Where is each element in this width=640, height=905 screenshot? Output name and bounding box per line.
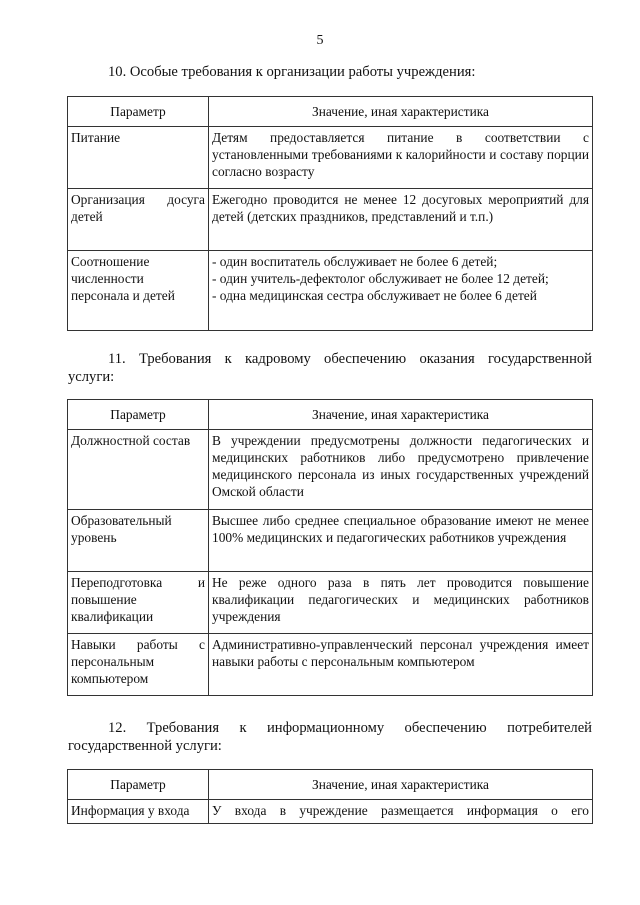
- section-11-table: [67, 399, 593, 696]
- value-line: - один учитель-дефектолог обслуживает не более 12 детей;: [212, 271, 549, 286]
- table-row: [68, 127, 593, 189]
- param-cell: Должностной состав: [68, 430, 209, 510]
- section-11-heading-line1: 11. Требования к кадровому обеспечению оказания государственной: [108, 351, 592, 367]
- section-11-heading: [68, 350, 592, 386]
- param-cell: Переподготовка и повышение квалификации: [68, 572, 209, 634]
- value-cell: Административно-управленческий персонал учреждения имеет навыки работы с персональным компьютером: [209, 634, 593, 696]
- param-cell: Организация досуга детей: [68, 189, 209, 251]
- section-10-table: [67, 96, 593, 331]
- table-row: [68, 800, 593, 824]
- section-11-heading-line2: услуги:: [68, 369, 115, 385]
- param-header: Параметр: [68, 770, 209, 800]
- value-cell: Не реже одного раза в пять лет проводится повышение квалификации педагогических и медицинских работников учреждения: [209, 572, 593, 634]
- value-cell: У входа в учреждение размещается информация о его: [209, 800, 593, 824]
- param-cell: Соотношение численности персонала и детей: [68, 251, 209, 331]
- param-cell: Информация у входа: [68, 800, 209, 824]
- section-10-heading: 10. Особые требования к организации работы учреждения:: [108, 64, 476, 80]
- table-row: [68, 572, 593, 634]
- param-header: Параметр: [68, 400, 209, 430]
- value-cell: В учреждении предусмотрены должности педагогических и медицинских работников либо предусмотрено привлечение медицинского персонала из иных государственных учреждений Омской области: [209, 430, 593, 510]
- section-12-heading: [68, 719, 592, 755]
- table-row: [68, 251, 593, 331]
- param-header: Параметр: [68, 97, 209, 127]
- table-row: [68, 634, 593, 696]
- section-12-heading-line1: 12. Требования к информационному обеспечению потребителей: [108, 720, 592, 736]
- value-header: Значение, иная характеристика: [209, 400, 593, 430]
- param-cell: Питание: [68, 127, 209, 189]
- value-line: - одна медицинская сестра обслуживает не более 6 детей: [212, 288, 537, 303]
- table-row: [68, 189, 593, 251]
- page-number: 5: [316, 33, 324, 48]
- value-cell: [209, 251, 593, 331]
- value-line: - один воспитатель обслуживает не более 6 детей;: [212, 254, 498, 269]
- table-header-row: [68, 97, 593, 127]
- section-12-heading-line2: государственной услуги:: [68, 738, 222, 754]
- param-cell: Навыки работы с персональным компьютером: [68, 634, 209, 696]
- value-header: Значение, иная характеристика: [209, 770, 593, 800]
- value-cell: Высшее либо среднее специальное образование имеют не менее 100% медицинских и педагогических работников учреждения: [209, 510, 593, 572]
- table-row: [68, 510, 593, 572]
- section-12-table: [67, 769, 593, 824]
- table-row: [68, 430, 593, 510]
- value-cell: Ежегодно проводится не менее 12 досуговых мероприятий для детей (детских праздников, представлений и т.п.): [209, 189, 593, 251]
- table-header-row: [68, 770, 593, 800]
- value-cell: Детям предоставляется питание в соответствии с установленными требованиями к калорийности и составу порции согласно возрасту: [209, 127, 593, 189]
- table-header-row: [68, 400, 593, 430]
- param-cell: Образовательный уровень: [68, 510, 209, 572]
- value-header: Значение, иная характеристика: [209, 97, 593, 127]
